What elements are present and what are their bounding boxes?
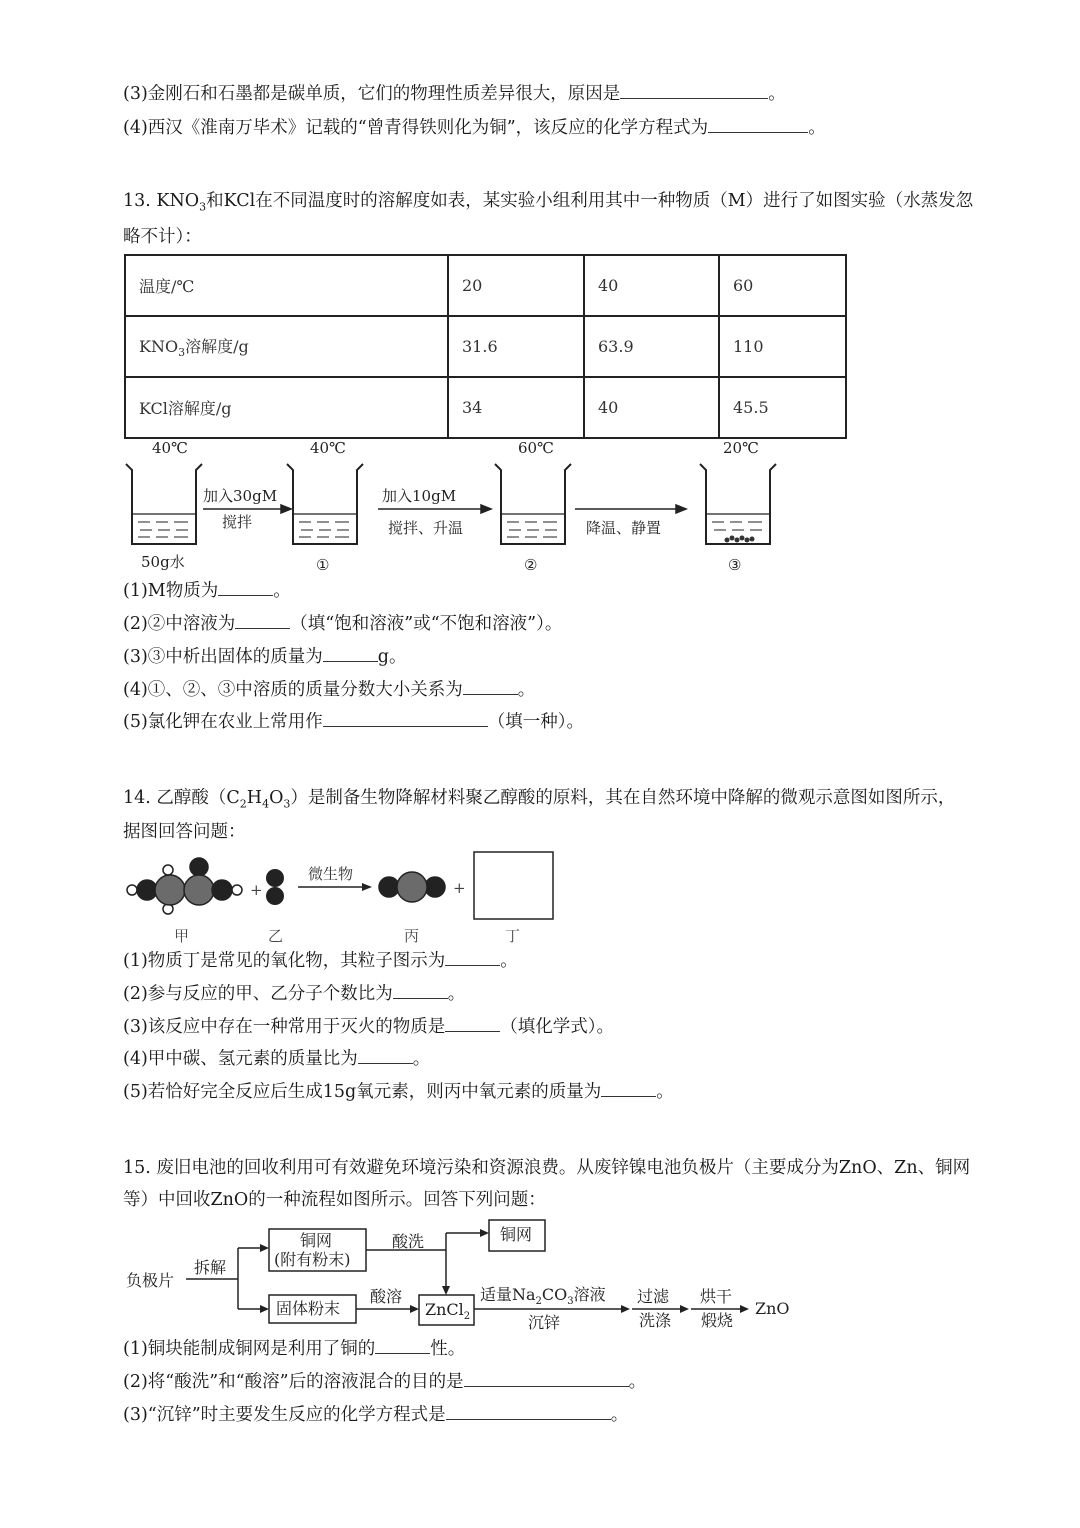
arrow-head-icon — [260, 1305, 269, 1313]
water-label: 50g水 — [141, 553, 185, 571]
question-end: （填化学式）。 — [500, 1017, 615, 1037]
answer-blank[interactable] — [601, 1080, 656, 1097]
reagent-c: 溶液 — [573, 1285, 606, 1304]
q13-intro-a: 13. KNO — [123, 191, 200, 211]
answer-blank[interactable] — [708, 116, 808, 133]
q13-part1 — [123, 579, 291, 603]
question-end: 。 — [447, 984, 466, 1004]
step-label: 加入10gM — [382, 487, 457, 505]
reagent-sub: 2 — [535, 1296, 542, 1307]
flow-box-text — [425, 1300, 470, 1322]
question-text: (4)甲中碳、氢元素的质量比为 — [123, 1049, 358, 1069]
beaker-number: ② — [524, 556, 538, 574]
plus-sign: + — [453, 879, 466, 897]
q13-part4 — [123, 678, 535, 702]
answer-blank[interactable] — [620, 82, 768, 99]
question-text: (5)氯化钾在农业上常用作 — [123, 712, 323, 732]
beaker-temp-label: 20℃ — [723, 439, 759, 457]
flow-step-label: 过滤 — [637, 1287, 670, 1306]
q12-part4-end: 。 — [808, 118, 826, 138]
table-row — [125, 255, 846, 316]
question-end: （填一种）。 — [487, 712, 585, 732]
precipitate-icon — [725, 536, 755, 543]
kno3-label-b: 溶解度/g — [185, 336, 249, 356]
q14-intro-line1 — [123, 786, 955, 817]
answer-blank[interactable] — [375, 1337, 430, 1354]
question-text: (1)M物质为 — [123, 581, 219, 601]
q15-part3 — [123, 1403, 628, 1427]
arrow-head-icon — [362, 883, 372, 891]
table-cell: 63.9 — [584, 316, 719, 377]
beaker-number: ③ — [728, 556, 742, 574]
question-text: (1)铜块能制成铜网是利用了铜的 — [123, 1339, 376, 1359]
beaker-experiment-diagram — [0, 436, 1080, 578]
table-cell: 110 — [719, 316, 846, 377]
answer-blank[interactable] — [445, 1015, 500, 1032]
flow-step-label: 沉锌 — [528, 1313, 561, 1332]
glycolic-acid-molecule-icon — [127, 858, 242, 914]
table-cell: 20 — [448, 255, 584, 316]
question-end: （填“饱和溶液”或“不饱和溶液”）。 — [290, 614, 563, 634]
flow-box-text: 固体粉末 — [276, 1299, 341, 1318]
molecule-name: 乙 — [268, 927, 284, 945]
beaker-temp-label: 40℃ — [310, 439, 346, 457]
table-cell: 34 — [448, 377, 584, 438]
q14-intro-line2: 据图回答问题： — [123, 822, 246, 842]
flow-step-label: 洗涤 — [639, 1311, 672, 1330]
table-cell: 60 — [719, 255, 846, 316]
q13-intro-line2: 略不计）： — [123, 227, 202, 247]
answer-blank[interactable] — [464, 1370, 629, 1387]
step-label: 降温、静置 — [586, 519, 662, 537]
q12-part4-text: (4)西汉《淮南万毕术》记载的“曾青得铁则化为铜”，该反应的化学方程式为 — [123, 118, 709, 138]
table-row — [125, 377, 846, 438]
flow-step-label: 煅烧 — [701, 1311, 734, 1330]
beaker-icon — [287, 464, 363, 544]
question-text: (2)参与反应的甲、乙分子个数比为 — [123, 984, 393, 1004]
step-label: 加入30gM — [203, 487, 278, 505]
q15-part2 — [123, 1370, 646, 1394]
beaker-icon — [700, 464, 776, 544]
q13-part2 — [123, 612, 562, 636]
flow-start-label: 负极片 — [126, 1271, 175, 1290]
q12-part4 — [123, 116, 826, 140]
question-end: g。 — [377, 647, 407, 667]
question-end: 。 — [412, 1049, 431, 1069]
arrow-head-icon — [480, 1229, 489, 1237]
q12-part3-text: (3)金刚石和石墨都是碳单质，它们的物理性质差异很大，原因是 — [123, 84, 621, 104]
question-end: 。 — [656, 1082, 674, 1102]
flow-step-label: 拆解 — [194, 1258, 227, 1277]
zncl-text: ZnCl — [425, 1300, 464, 1319]
q14-part5 — [123, 1080, 674, 1104]
beaker-icon — [126, 464, 202, 544]
q15-intro-line2: 等）中回收ZnO的一种流程如图所示。回答下列问题： — [123, 1190, 546, 1210]
q14-part3 — [123, 1015, 614, 1039]
answer-blank[interactable] — [323, 710, 488, 727]
reagent-sub: 3 — [567, 1296, 574, 1307]
q14-sub: 2 — [239, 797, 247, 811]
answer-blank[interactable] — [393, 982, 448, 999]
answer-box[interactable] — [474, 852, 553, 919]
q13-intro-sub: 3 — [199, 200, 207, 214]
table-cell — [125, 316, 448, 377]
flow-box-text: 铜网 — [300, 1231, 333, 1250]
arrow-label: 微生物 — [308, 865, 354, 883]
kno3-label-a: KNO — [139, 336, 179, 356]
q14-part2 — [123, 982, 465, 1006]
question-end: 。 — [610, 1405, 629, 1425]
q14-intro-b: H — [246, 788, 263, 808]
kno3-label-sub: 3 — [178, 346, 186, 360]
flow-box-text: (附有粉末) — [274, 1250, 351, 1269]
answer-blank[interactable] — [446, 1403, 611, 1420]
arrow-head-icon — [410, 1305, 419, 1313]
flow-step-label: 酸洗 — [392, 1232, 425, 1251]
answer-blank[interactable] — [463, 678, 518, 695]
question-text: (4)①、②、③中溶质的质量分数大小关系为 — [123, 680, 463, 700]
beaker-temp-label: 40℃ — [152, 439, 188, 457]
molecule-name: 丁 — [505, 927, 521, 945]
question-text: (1)物质丁是常见的氧化物，其粒子图示为 — [123, 951, 446, 971]
answer-blank[interactable] — [235, 612, 290, 629]
arrow-head-icon — [281, 505, 291, 513]
q13-intro-b: 和KCl在不同温度时的溶解度如表，某实验小组利用其中一种物质（M）进行了如图实验（水蒸发忽 — [206, 191, 974, 211]
q14-intro-c: O — [269, 788, 284, 808]
recycling-flowchart — [0, 1213, 1080, 1336]
q12-part3 — [123, 82, 786, 106]
question-text: (2)将“酸洗”和“酸溶”后的溶液混合的目的是 — [123, 1372, 464, 1392]
question-end: 。 — [273, 581, 291, 601]
question-text: (3)③中析出固体的质量为 — [123, 647, 323, 667]
beaker-icon — [495, 464, 571, 544]
table-cell: 40 — [584, 377, 719, 438]
answer-blank[interactable] — [323, 645, 378, 662]
table-cell: 45.5 — [719, 377, 846, 438]
flow-step-label: 烘干 — [700, 1287, 733, 1306]
solubility-table — [124, 254, 847, 439]
flow-box-text: 铜网 — [500, 1225, 533, 1244]
answer-blank[interactable] — [445, 949, 500, 966]
table-cell: 40 — [584, 255, 719, 316]
flow-product-label: ZnO — [755, 1299, 790, 1318]
question-end: 。 — [500, 951, 518, 971]
question-end: 性。 — [430, 1339, 466, 1359]
flow-step-label: 酸溶 — [370, 1287, 403, 1306]
question-end: 。 — [628, 1372, 647, 1392]
question-text: (3)“沉锌”时主要发生反应的化学方程式是 — [123, 1405, 446, 1425]
arrow-head-icon — [676, 505, 686, 513]
question-text: (3)该反应中存在一种常用于灭火的物质是 — [123, 1017, 446, 1037]
arrow-head-icon — [481, 505, 491, 513]
q15-part1 — [123, 1337, 465, 1361]
q14-intro-d: ）是制备生物降解材料聚乙醇酸的原料，其在自然环境中降解的微观示意图如图所示， — [290, 788, 956, 808]
arrow-head-icon — [442, 1286, 450, 1295]
beaker-temp-label: 60℃ — [518, 439, 554, 457]
molecule-name: 甲 — [174, 927, 190, 945]
table-cell: 31.6 — [448, 316, 584, 377]
step-label: 搅拌、升温 — [388, 519, 464, 537]
arrow-head-icon — [680, 1305, 689, 1313]
q14-intro-a: 14. 乙醇酸（C — [123, 788, 240, 808]
table-cell: KCl溶解度/g — [125, 377, 448, 438]
molecule-reaction-diagram — [0, 845, 1080, 950]
arrow-head-icon — [260, 1244, 269, 1252]
q15-intro-line1: 15. 废旧电池的回收利用可有效避免环境污染和资源浪费。从废锌镍电池负极片（主要成分为ZnO、Zn、铜网 — [123, 1158, 971, 1178]
flow-step-label — [480, 1285, 606, 1307]
question-end: 。 — [517, 680, 536, 700]
step-label: 搅拌 — [222, 513, 253, 531]
arrow-head-icon — [740, 1305, 749, 1313]
q13-part3 — [123, 645, 407, 669]
table-cell: 温度/℃ — [125, 255, 448, 316]
q13-part5 — [123, 710, 584, 734]
q14-sub: 4 — [262, 797, 270, 811]
table-row — [125, 316, 846, 377]
beaker-number: ① — [316, 556, 330, 574]
q14-part1 — [123, 949, 518, 973]
molecule-name: 丙 — [404, 927, 420, 945]
q13-intro-line1 — [123, 189, 973, 220]
zncl-sub: 2 — [463, 1311, 471, 1322]
carbon-dioxide-molecule-icon — [379, 872, 445, 902]
reagent-b: CO — [541, 1285, 568, 1304]
answer-blank[interactable] — [218, 579, 273, 596]
plus-sign: + — [250, 881, 263, 899]
reagent-a: 适量Na — [480, 1285, 536, 1304]
q14-sub: 3 — [283, 797, 291, 811]
question-text: (5)若恰好完全反应后生成15g氧元素，则丙中氧元素的质量为 — [123, 1082, 602, 1102]
oxygen-molecule-icon — [266, 869, 284, 905]
answer-blank[interactable] — [358, 1047, 413, 1064]
q14-part4 — [123, 1047, 430, 1071]
arrow-head-icon — [621, 1305, 630, 1313]
q12-part3-end: 。 — [768, 84, 786, 104]
question-text: (2)②中溶液为 — [123, 614, 236, 634]
